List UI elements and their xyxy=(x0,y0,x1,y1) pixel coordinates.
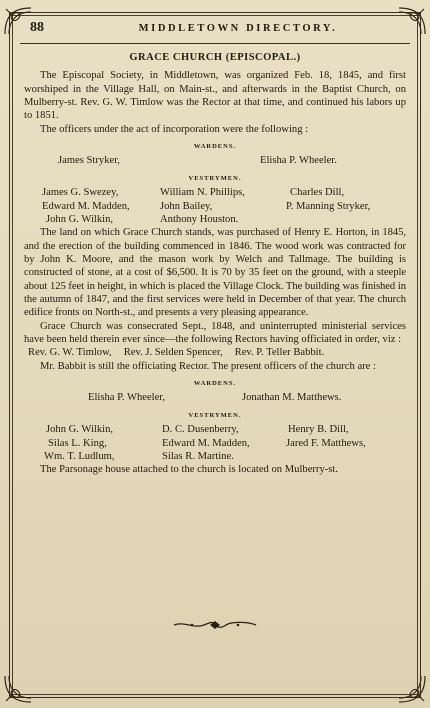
vestryman-name: John G. Wilkin, xyxy=(46,424,114,436)
page-number: 88 xyxy=(30,20,44,35)
vestrymen-row xyxy=(24,200,406,213)
vestryman-name: William N. Phillips, xyxy=(160,187,245,199)
wardens-row xyxy=(24,154,406,167)
rector-name: Rev. P. Teller Babbit. xyxy=(234,347,325,359)
ornamental-corner-icon xyxy=(397,6,427,36)
rectors-list xyxy=(24,346,406,359)
rector-name: Rev. J. Selden Spencer, xyxy=(123,347,223,359)
vestrymen-row xyxy=(24,213,406,226)
vestrymen-row xyxy=(24,450,406,463)
vestrymen-row xyxy=(24,423,406,436)
warden-name: Elisha P. Wheeler, xyxy=(88,392,166,404)
warden-name: Elisha P. Wheeler. xyxy=(260,155,337,167)
ornamental-corner-icon xyxy=(397,674,427,704)
vestrymen-label: VESTRYMEN. xyxy=(188,411,242,419)
vestryman-name: Silas L. King, xyxy=(48,437,107,449)
ornamental-corner-icon xyxy=(3,674,33,704)
vestryman-name: Edward M. Madden, xyxy=(162,437,250,449)
vestryman-name: P. Manning Stryker, xyxy=(286,200,371,212)
vestryman-name: Silas R. Martine. xyxy=(162,450,234,462)
article-body xyxy=(24,51,406,477)
ornamental-corner-icon xyxy=(3,6,33,36)
vestryman-name: Henry B. Dill, xyxy=(288,424,349,436)
vestryman-name: Wm. T. Ludlum, xyxy=(44,450,115,462)
running-head: MIDDLETOWN DIRECTORY. xyxy=(138,23,338,34)
warden-name: James Stryker, xyxy=(58,155,120,167)
article-title: GRACE CHURCH (EPISCOPAL.) xyxy=(129,52,301,63)
vestrymen-row xyxy=(24,186,406,199)
consecration-paragraph: Grace Church was consecrated Sept., 1848, and uninterrupted ministerial services have been held therein ever since—the following Rectors having officiated in order, viz : xyxy=(24,320,406,346)
vestryman-name: D. C. Dusenberry, xyxy=(162,424,239,436)
history-paragraph: The Episcopal Society, in Middletown, was organized Feb. 18, 1845, and first worshiped in the Village Hall, on Main-st., and afterwards in the Baptist Church, on Mulberry-st. Rev. G. W. Timlow was the Rector at that time, and continued his labors up to 1851. xyxy=(24,70,406,122)
page-header xyxy=(30,20,400,40)
wardens-label: WARDENS. xyxy=(193,380,237,388)
present-officers-paragraph: Mr. Babbit is still the officiating Rector. The present officers of the church are : xyxy=(40,360,376,372)
vestrymen-label: VESTRYMEN. xyxy=(188,174,242,182)
wardens-row xyxy=(24,391,406,404)
vestryman-name: Charles Dill, xyxy=(290,187,345,199)
printers-flourish-icon xyxy=(172,619,258,631)
warden-name: Jonathan M. Matthews. xyxy=(242,392,342,404)
vestryman-name: James G. Swezey, xyxy=(42,187,119,199)
vestryman-name: Edward M. Madden, xyxy=(42,200,130,212)
vestryman-name: Jared F. Matthews, xyxy=(286,437,366,449)
wardens-label: WARDENS. xyxy=(193,143,237,151)
parsonage-paragraph: The Parsonage house attached to the church is located on Mulberry-st. xyxy=(40,464,339,476)
vestrymen-row xyxy=(24,437,406,450)
officers-intro: The officers under the act of incorporation were the following : xyxy=(40,123,309,135)
vestryman-name: Anthony Houston. xyxy=(160,213,239,225)
rector-name: Rev. G. W. Timlow, xyxy=(28,347,112,359)
vestryman-name: John Bailey, xyxy=(160,200,213,212)
vestryman-name: John G. Wilkin, xyxy=(46,213,114,225)
header-rule xyxy=(20,43,410,44)
building-paragraph: The land on which Grace Church stands, was purchased of Henry E. Horton, in 1845, and the erection of the building commenced in 1846. The wood work was contracted for by John K. Moore, and the mason work by Welch and Tallmage. The building is constructed of stone, at a cost of $6,500. It is 70 by 35 feet on the ground, with a steeple about 125 feet in height, in which is placed the Village Clock. The building was finished in the autumn of 1847, and the first services were held in December of that year. The church edifice fronts on North-st., and presents a very pleasing appearance. xyxy=(24,227,406,319)
